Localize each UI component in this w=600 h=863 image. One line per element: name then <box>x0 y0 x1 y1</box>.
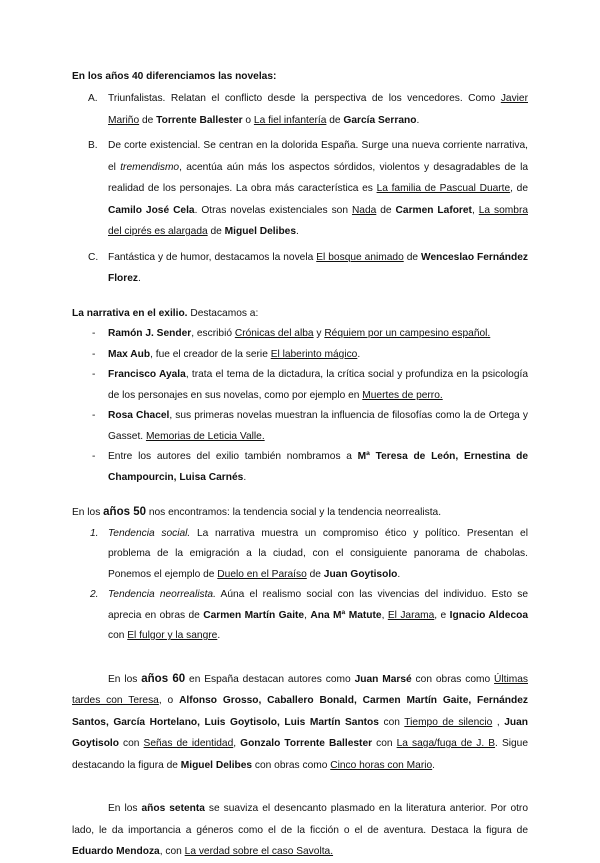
book-title: Duelo en el Paraíso <box>217 568 307 580</box>
text: en España destacan autores como <box>185 673 355 685</box>
book-title: Réquiem por un campesino español. <box>324 328 491 339</box>
list-item-chacel <box>72 406 528 447</box>
text: . Otras novelas existenciales son <box>194 204 352 216</box>
list-marker: 2. <box>90 589 99 600</box>
book-title: Cinco horas con Mario <box>330 759 433 771</box>
list-item-triunfalistas <box>72 88 528 131</box>
text: Entre los autores del exilio también nombramos a <box>108 451 358 462</box>
book-title: La fiel infantería <box>253 114 327 126</box>
author-name: Carmen Laforet <box>395 204 472 216</box>
author-name: Miguel Delibes <box>224 226 296 237</box>
text: con obras como <box>252 759 331 771</box>
text: Fantástica y de humor, destacamos la novela <box>108 251 317 263</box>
list-item-ayala <box>72 365 528 406</box>
text: En los <box>108 673 142 685</box>
list-item-tendencia-social <box>72 524 528 586</box>
author-name: Ana Mª Matute <box>310 609 382 621</box>
text: , <box>233 738 241 749</box>
text: , fue el creador de la serie <box>150 348 271 360</box>
text: , <box>471 204 479 216</box>
text: , <box>381 609 388 621</box>
text: Aúna el realismo social con las vivencias del individuo. Esto se aprecia en obras de <box>108 589 528 621</box>
text: , trata el tema de la dictadura, la crítica social y profundiza en la psicología de los personajes en sus novelas, como por ejemplo en <box>108 369 528 401</box>
text: De corte existencial. Se centran en la dolorida España. Surge una nueva corriente narrativa, el <box>108 140 528 173</box>
author-name: Juan Marsé <box>354 673 412 685</box>
text: . <box>243 471 247 483</box>
novel-types-list <box>72 88 528 290</box>
list-marker: 1. <box>90 527 99 539</box>
list-marker: C. <box>88 251 99 263</box>
author-name: Wenceslao Fernández Florez <box>108 251 528 284</box>
text: de <box>207 226 225 237</box>
text: o <box>242 114 254 126</box>
author-name: Francisco Ayala <box>108 369 186 380</box>
section-70-paragraph <box>72 798 528 863</box>
author-name: García Serrano <box>343 114 417 126</box>
text: con obras como <box>411 673 495 685</box>
author-name: Mª Teresa de León, Ernestina de Champourcin, Luisa Carnés <box>108 451 528 483</box>
text: de <box>376 204 396 216</box>
author-name: Max Aub <box>108 348 151 360</box>
section-60-paragraph <box>72 669 528 777</box>
text: con <box>372 738 397 749</box>
text: Destacamos a: <box>187 307 259 319</box>
tendencies-list <box>72 524 528 647</box>
text: , <box>304 609 311 621</box>
list-marker: A. <box>88 93 98 104</box>
text: de <box>306 568 324 580</box>
section-40-heading: En los años 40 diferenciamos las novelas: <box>72 71 277 82</box>
text: . <box>138 273 141 284</box>
author-name: Juan Goytisolo <box>323 568 398 580</box>
author-name: Rosa Chacel <box>108 410 170 421</box>
dash-marker: - <box>92 348 96 360</box>
author-name: Camilo José Cela <box>108 204 195 216</box>
text: y <box>313 328 325 339</box>
text: con <box>378 716 405 728</box>
book-title: Muertes de perro. <box>362 389 443 401</box>
author-name: Miguel Delibes <box>180 759 253 771</box>
tendency-name: Tendencia neorrealista. <box>108 589 216 600</box>
exile-title: La narrativa en el exilio. <box>72 307 188 319</box>
book-title: La saga/fuga de J. B <box>396 738 496 749</box>
list-marker: B. <box>88 140 98 151</box>
author-name: Juan Goytisolo <box>72 716 529 749</box>
list-item-existencial <box>72 135 528 243</box>
text: La narrativa muestra un compromiso ético y político. Presentan el problema de la emigración a la ciudad, con el consiguiente panorama de chabolas. Ponemos el ejemplo de <box>108 527 528 580</box>
text: de <box>139 114 157 126</box>
book-title: Memorias de Leticia Valle. <box>145 430 265 442</box>
book-title: La sombra del ciprés es alargada <box>108 204 528 237</box>
book-title: Señas de identidad <box>143 738 234 749</box>
decade-label: años 60 <box>141 672 186 685</box>
book-title: El Jarama <box>387 609 435 621</box>
text: . <box>416 114 420 126</box>
exile-authors-list <box>72 324 528 488</box>
text: . <box>296 226 299 237</box>
list-item-sender <box>72 324 528 345</box>
text: se suaviza el desencanto plasmado en la literatura anterior. Por otro lado, le da importancia a géneros como el de la ficción o el de aventura. Destaca la figura de <box>72 803 528 836</box>
author-name: Eduardo Mendoza <box>72 846 160 857</box>
movement-term: tremendismo <box>120 161 180 173</box>
list-item-tendencia-neorrealista <box>72 585 528 647</box>
text: de <box>326 114 344 126</box>
list-item-fantastica <box>72 247 528 290</box>
text: con <box>108 630 128 641</box>
text: , e <box>434 609 450 621</box>
document-page <box>72 66 528 863</box>
text: . <box>357 348 361 360</box>
decade-label: años 50 <box>103 506 146 518</box>
dash-marker: - <box>92 410 96 421</box>
text: con <box>118 738 144 749</box>
exile-heading <box>72 304 528 325</box>
text: En los <box>108 803 142 814</box>
text: , sus primeras novelas muestran la influencia de filosofías como la de Ortega y Gasset. <box>108 410 528 442</box>
text: . <box>432 759 435 771</box>
author-name: Ramón J. Sender <box>108 328 192 339</box>
author-name: Gonzalo Torrente Ballester <box>240 738 373 749</box>
book-title: Crónicas del alba <box>234 328 314 339</box>
author-name: Ignacio Aldecoa <box>449 609 528 621</box>
text: , de <box>510 183 528 194</box>
decade-label: años setenta <box>141 803 205 814</box>
text: . <box>397 568 401 580</box>
author-name: Torrente Ballester <box>156 114 243 126</box>
text: , con <box>159 846 185 857</box>
book-title: Tiempo de silencio <box>404 716 493 728</box>
text: , <box>492 716 505 728</box>
dash-marker: - <box>92 328 96 339</box>
book-title: Nada <box>351 204 377 216</box>
author-names: Alfonso Grosso, Caballero Bonald, Carmen Martín Gaite, Fernández Santos, García Hortelano, Luis Goytisolo, Luis Martín Santos <box>72 695 528 728</box>
text: nos encontramos: la tendencia social y la tendencia neorrealista. <box>145 507 442 518</box>
text: . <box>217 630 221 641</box>
dash-marker: - <box>92 369 96 380</box>
book-title: Javier Mariño <box>108 93 528 126</box>
text: En los <box>72 507 104 518</box>
book-title: La familia de Pascual Duarte <box>376 183 511 194</box>
text: , o <box>158 695 180 706</box>
dash-marker: - <box>92 451 96 462</box>
author-name: Carmen Martín Gaite <box>203 609 305 621</box>
text: de <box>403 251 422 263</box>
text: Triunfalistas. Relatan el conflicto desde la perspectiva de los vencedores. Como <box>108 93 501 104</box>
list-item-aub <box>72 345 528 366</box>
text: . Sigue destacando la figura de <box>72 738 528 771</box>
book-title: El fulgor y la sangre <box>127 630 218 641</box>
list-item-otros-exilio <box>72 447 528 488</box>
book-title: El bosque animado <box>316 251 404 263</box>
section-50-heading <box>72 502 528 524</box>
tendency-name: Tendencia social. <box>108 527 191 539</box>
book-title: La verdad sobre el caso Savolta. <box>184 846 334 857</box>
text: , escribió <box>191 328 235 339</box>
text: , acentúa aún más los aspectos sórdidos, violentos y desagradables de la realidad de los personajes. La obra más característica es <box>108 161 529 194</box>
book-title: El laberinto mágico <box>270 348 358 360</box>
book-title: Últimas tardes con Teresa <box>72 673 528 706</box>
